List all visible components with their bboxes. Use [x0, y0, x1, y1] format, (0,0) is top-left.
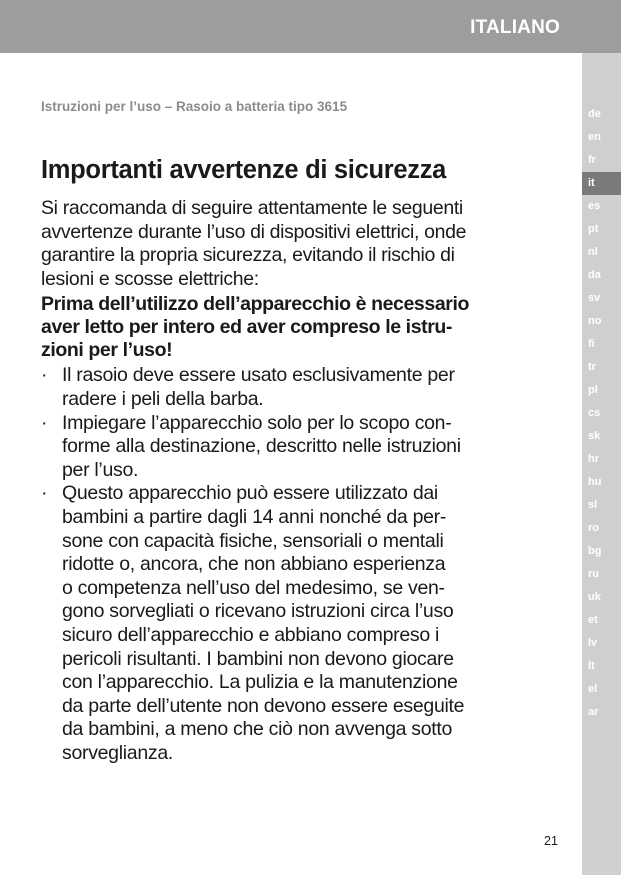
language-tab-bg[interactable]: bg — [588, 545, 602, 557]
text-line: gono sorvegliati o ricevano istruzioni circa l’uso — [62, 600, 454, 623]
text-line: per l’uso. — [62, 458, 139, 481]
text-line: radere i peli della barba. — [62, 387, 264, 410]
text-line: pericoli risultanti. I bambini non devono giocare — [62, 647, 454, 670]
warning-paragraph — [41, 293, 571, 362]
language-tab-pl[interactable]: pl — [588, 384, 598, 396]
section-title: Importanti avvertenze di sicurezza — [41, 156, 447, 184]
language-tab-lv[interactable]: lv — [588, 637, 598, 649]
language-tab-ru[interactable]: ru — [588, 568, 599, 580]
language-tab-da[interactable]: da — [588, 269, 601, 281]
language-tab-hu[interactable]: hu — [588, 476, 602, 488]
language-tab-it[interactable]: it — [582, 172, 621, 195]
text-line: Si raccomanda di seguire attentamente le seguenti — [41, 197, 463, 219]
text-line: Impiegare l’apparecchio solo per lo scopo con- — [62, 411, 452, 434]
text-line: ridotte o, ancora, che non abbiano esperienza — [62, 553, 446, 576]
text-line: da bambini, a meno che ciò non avvenga sotto — [62, 718, 453, 741]
language-tab-uk[interactable]: uk — [588, 591, 601, 603]
text-line: aver letto per intero ed aver compreso le istru- — [41, 316, 453, 339]
bullet-marker: · — [41, 411, 48, 434]
language-tab-ro[interactable]: ro — [588, 522, 599, 534]
text-line: Prima dell’utilizzo dell’apparecchio è necessario — [41, 293, 469, 316]
language-tab-pt[interactable]: pt — [588, 223, 599, 235]
language-tab-ar[interactable]: ar — [588, 706, 599, 718]
safety-bullet-list — [41, 364, 571, 765]
safety-bullet-item — [41, 482, 571, 765]
text-line: sorveglianza. — [62, 741, 173, 764]
language-tab-no[interactable]: no — [588, 315, 602, 327]
page-number: 21 — [544, 834, 558, 848]
text-line: sicuro dell’apparecchio e abbiano compreso i — [62, 623, 440, 646]
language-tab-el[interactable]: el — [588, 683, 598, 695]
language-tab-lt[interactable]: lt — [588, 660, 595, 672]
text-line: con l’apparecchio. La pulizia e la manutenzione — [62, 671, 458, 694]
text-line: forme alla destinazione, descritto nelle istruzioni — [62, 435, 461, 458]
language-tab-list — [582, 103, 621, 724]
text-line: Questo apparecchio può essere utilizzato dai — [62, 482, 438, 505]
language-tab-sl[interactable]: sl — [588, 499, 598, 511]
language-tab-sv[interactable]: sv — [588, 292, 601, 304]
document-subtitle: Istruzioni per l’uso – Rasoio a batteria tipo 3615 — [41, 99, 348, 114]
text-line: da parte dell’utente non devono essere eseguite — [62, 694, 465, 717]
language-tab-nl[interactable]: nl — [588, 246, 598, 258]
language-tab-de[interactable]: de — [588, 108, 601, 120]
text-line: Il rasoio deve essere usato esclusivamente per — [62, 364, 455, 387]
text-line: avvertenze durante l’uso di dispositivi elettrici, onde — [41, 220, 467, 243]
bullet-marker: · — [41, 364, 48, 387]
bullet-marker: · — [41, 482, 48, 505]
language-tab-cs[interactable]: cs — [588, 407, 601, 419]
language-tab-fi[interactable]: fi — [588, 338, 595, 350]
text-line: o competenza nell’uso del medesimo, se ven- — [62, 576, 445, 599]
text-line: sone con capacità fisiche, sensoriali o mentali — [62, 529, 444, 552]
header-band — [0, 0, 621, 53]
text-line: zioni per l’uso! — [41, 339, 173, 362]
language-tab-en[interactable]: en — [588, 131, 601, 143]
language-tab-es[interactable]: es — [588, 200, 601, 212]
language-tab-sk[interactable]: sk — [588, 430, 601, 442]
language-tab-et[interactable]: et — [588, 614, 598, 626]
safety-bullet-item — [41, 364, 571, 411]
text-line: garantire la propria sicurezza, evitando il rischio di — [41, 244, 455, 267]
text-line: bambini a partire dagli 14 anni nonché da per- — [62, 505, 447, 528]
language-tab-fr[interactable]: fr — [588, 154, 596, 166]
safety-bullet-item — [41, 412, 571, 483]
text-line: lesioni e scosse elettriche: — [41, 267, 259, 290]
language-tab-hr[interactable]: hr — [588, 453, 599, 465]
language-tab-tr[interactable]: tr — [588, 361, 596, 373]
document-body — [41, 197, 571, 765]
intro-paragraph — [41, 197, 571, 291]
header-language-title: ITALIANO — [470, 17, 560, 38]
